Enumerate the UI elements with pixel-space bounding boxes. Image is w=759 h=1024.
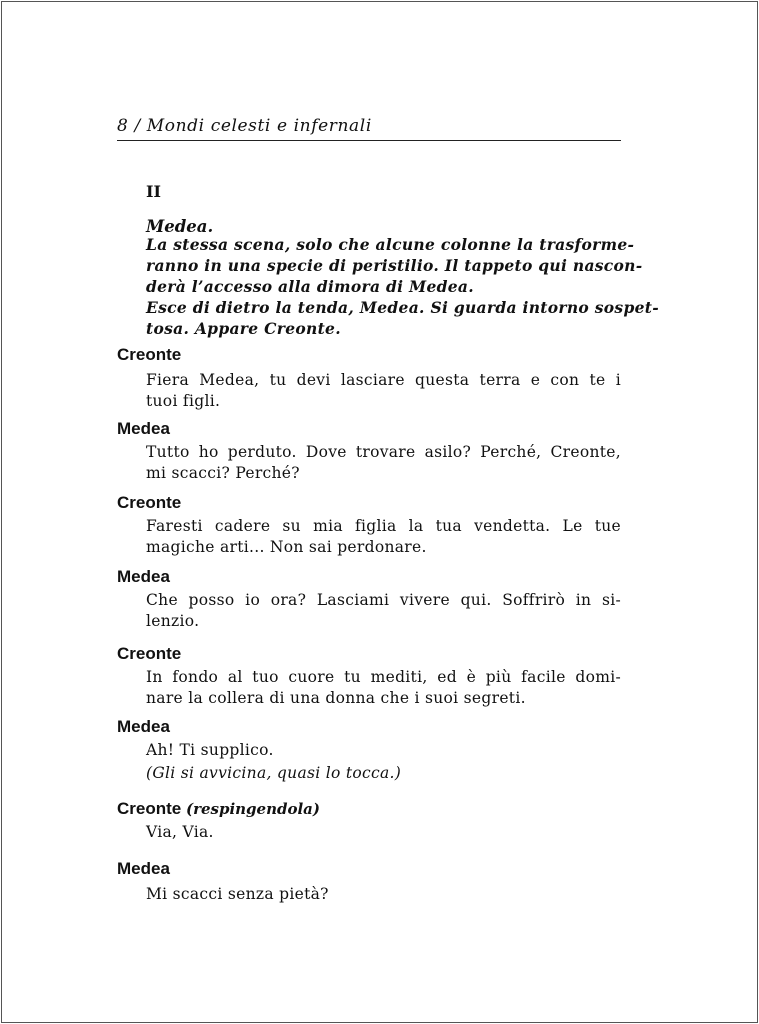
stage-direction-inline: (Gli si avvicina, quasi lo tocca.)	[146, 764, 402, 782]
page-border	[1, 1, 758, 1023]
header-rule	[117, 140, 621, 141]
header-separator: /	[134, 116, 141, 136]
dialogue-line: Via, Via.	[146, 823, 214, 841]
speaker-name: Medea	[117, 419, 170, 438]
stage-direction-line: tosa. Appare Creonte.	[146, 319, 341, 338]
dialogue-line: Ah! Ti supplico.	[146, 741, 274, 759]
scene-title: Medea.	[146, 217, 214, 236]
dialogue-line: Che posso io ora? Lasciami vivere qui. Soffrirò in si-	[146, 591, 621, 609]
speaker-name: Medea	[117, 567, 170, 586]
dialogue-line: Fiera Medea, tu devi lasciare questa terra e con te i	[146, 371, 621, 389]
speaker-name: Creonte	[117, 644, 182, 663]
page-number: 8	[117, 116, 129, 136]
stage-direction-line: La stessa scena, solo che alcune colonne la trasforme-	[146, 235, 635, 254]
speaker-name: Medea	[117, 859, 170, 878]
speaker-heading	[117, 798, 320, 820]
dialogue-line: Tutto ho perduto. Dove trovare asilo? Perché, Creonte,	[146, 443, 621, 461]
speaker-name: Creonte	[117, 799, 182, 818]
dialogue-line: Mi scacci senza pietà?	[146, 885, 329, 903]
dialogue-line: tuoi figli.	[146, 392, 221, 410]
dialogue-line: nare la collera di una donna che i suoi segreti.	[146, 689, 526, 707]
scene-number: II	[146, 182, 161, 201]
stage-direction-line: derà l’accesso alla dimora di Medea.	[146, 277, 474, 296]
dialogue-line: lenzio.	[146, 612, 200, 630]
dialogue-line: In fondo al tuo cuore tu mediti, ed è più facile domi-	[146, 668, 621, 686]
book-title: Mondi celesti e infernali	[146, 116, 372, 136]
speaker-name: Creonte	[117, 493, 182, 512]
speaker-name: Creonte	[117, 345, 182, 364]
stage-direction-line: ranno in una specie di peristilio. Il tappeto qui nascon-	[146, 256, 643, 275]
running-header	[117, 115, 372, 137]
dialogue-line: Faresti cadere su mia figlia la tua vendetta. Le tue	[146, 517, 621, 535]
speaker-direction: (respingendola)	[185, 800, 320, 818]
stage-direction-line: Esce di dietro la tenda, Medea. Si guarda intorno sospet-	[146, 298, 659, 317]
dialogue-line: magiche arti... Non sai perdonare.	[146, 538, 427, 556]
dialogue-line: mi scacci? Perché?	[146, 464, 300, 482]
speaker-name: Medea	[117, 717, 170, 736]
